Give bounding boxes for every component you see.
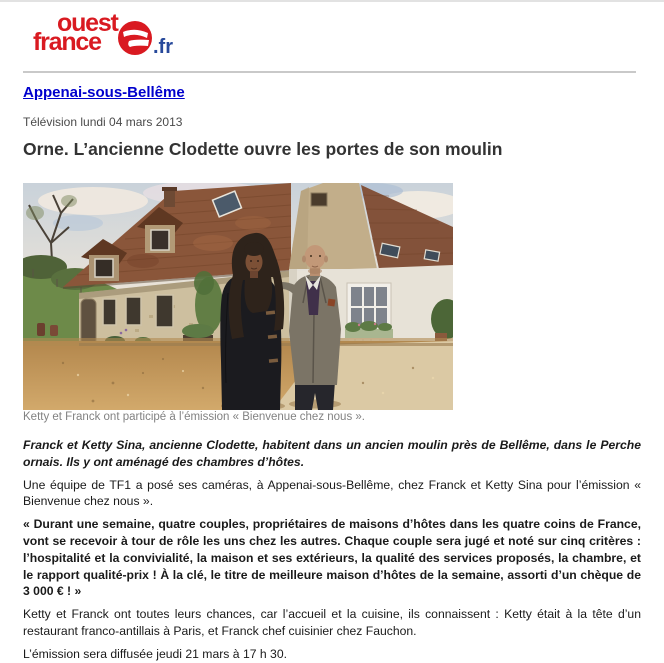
logo-text-france: france [33, 28, 101, 56]
article-paragraph-1: Une équipe de TF1 a posé ses caméras, à Appenai-sous-Bellême, chez Franck et Ketty Sina pour l’émission « Bienvenue chez nous ». [23, 477, 641, 509]
site-logo[interactable] [0, 0, 220, 70]
header-divider [23, 71, 636, 73]
article-photo [23, 183, 453, 410]
article-paragraph-quote: « Durant une semaine, quatre couples, propriétaires de maisons d’hôtes dans les quatre coins de France, vont se recevoir à tour de rôle les uns chez les autres. Chaque couple sera jugé et noté sur cinq critères : l’hospitalité et la convivialité, la maison et ses extérieurs, la qualité des services proposés, la chambre, et le rapport qualité-prix ! À la clé, le titre de meilleure maison d’hôtes de la semaine, assorti d’un chèque de 3 000 € ! » [23, 517, 641, 599]
breadcrumb-link[interactable]: Appenai-sous-Bellême [23, 84, 185, 101]
article-lead: Franck et Ketty Sina, ancienne Clodette, habitent dans un ancien moulin près de Bellême, dans le Perche ornais. Ils y ont aménagé des chambres d’hôtes. [23, 438, 641, 469]
article-paragraph-3: Ketty et Franck ont toutes leurs chances, car l’accueil et la cuisine, ils connaissent : Ketty était à la tête d’un restaurant franco-antillais à Paris, et Franck chef cuisinier chez Fauchon. [23, 607, 641, 638]
article-body [23, 437, 641, 663]
logo-text-ouest: ouest [57, 9, 118, 37]
logo-text-fr: .fr [153, 36, 173, 58]
ouest-france-logo-icon [117, 20, 153, 56]
article-title: Orne. L’ancienne Clodette ouvre les portes de son moulin [23, 139, 503, 159]
article-kicker: Télévision lundi 04 mars 2013 [23, 115, 183, 129]
photo-caption: Ketty et Franck ont participé à l’émission « Bienvenue chez nous ». [23, 411, 365, 423]
article-paragraph-4: L’émission sera diffusée jeudi 21 mars à 17 h 30. [23, 646, 287, 661]
photo-illustration [23, 183, 453, 410]
